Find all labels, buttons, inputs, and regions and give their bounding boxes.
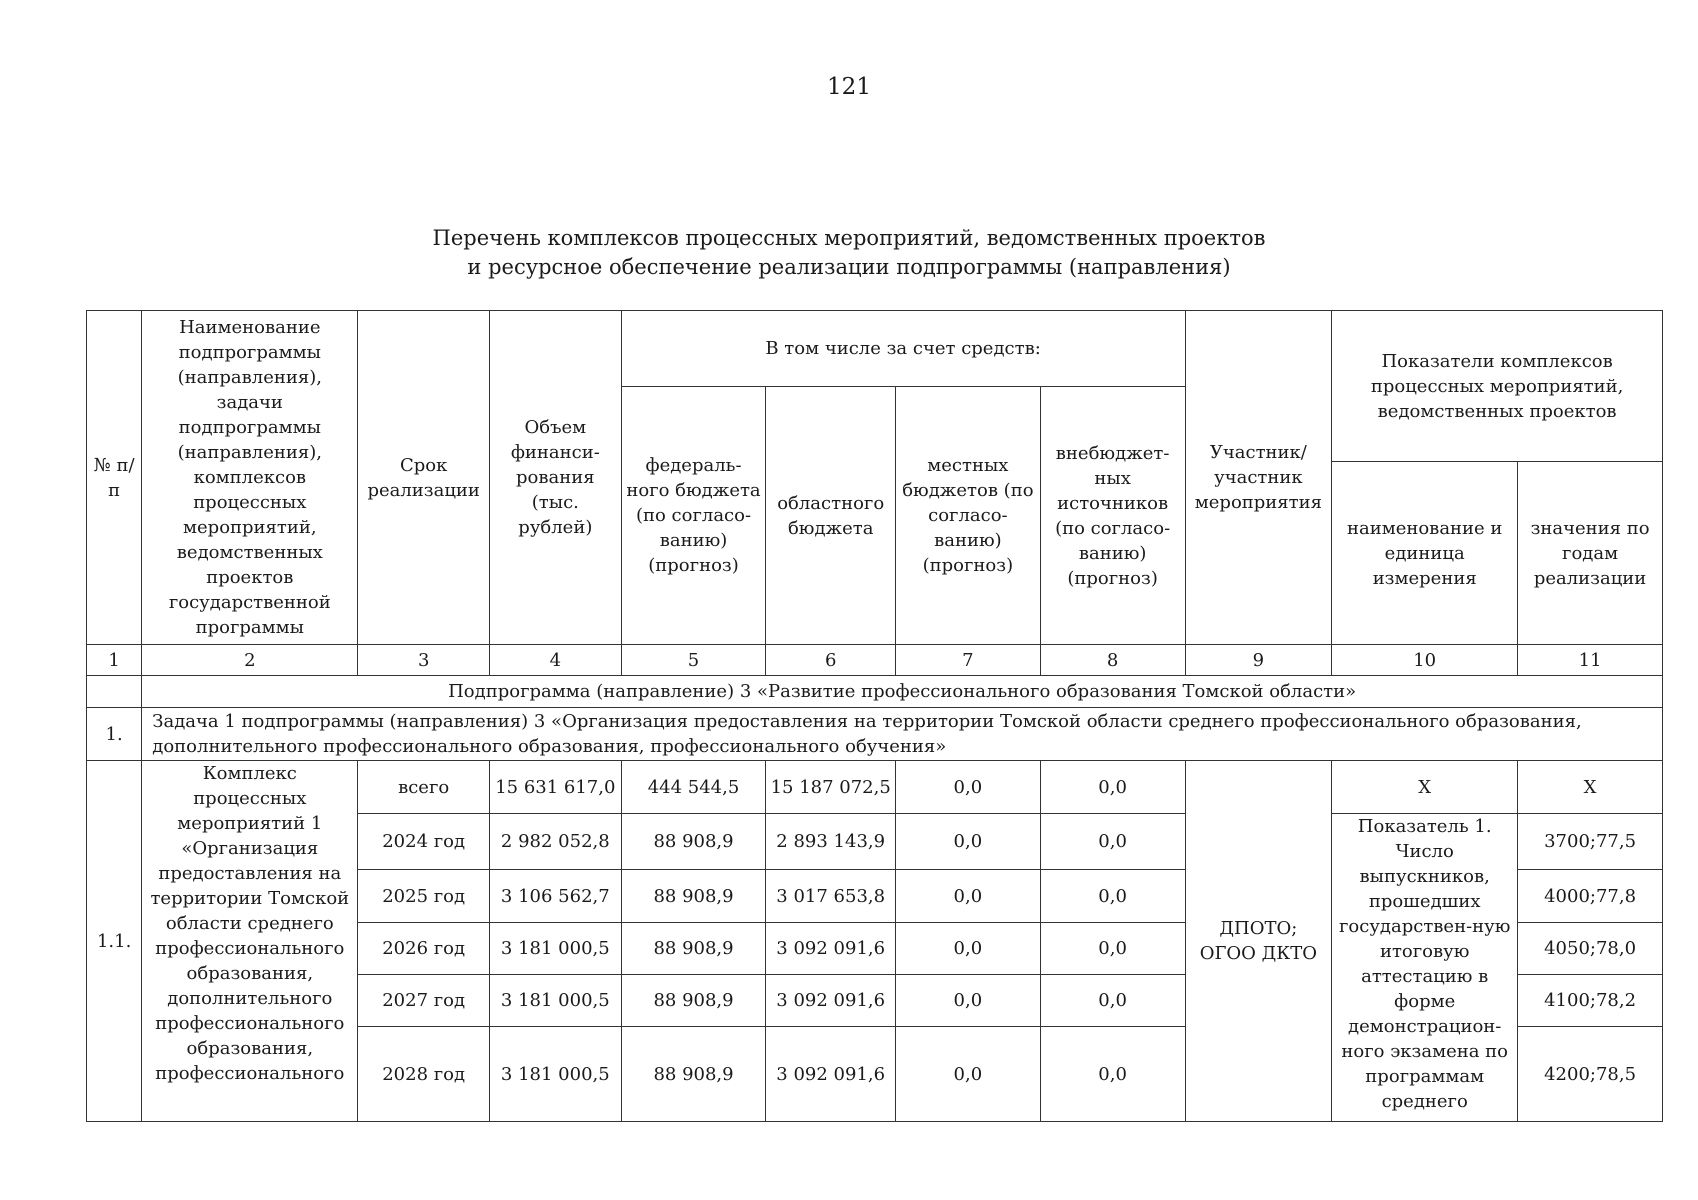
task-row: [87, 708, 1663, 761]
indicator-value-cell: Х: [1518, 761, 1663, 814]
term-cell: 2026 год: [358, 923, 490, 975]
regional-cell: 3 092 091,6: [766, 923, 896, 975]
task-text: Задача 1 подпрограммы (направления) 3 «Организация предоставления на территории Томской области среднего профессионального образования, дополнительного профессионального образования, профессионального обучения»: [142, 708, 1663, 761]
indicator-value-cell: 4200;78,5: [1518, 1027, 1663, 1122]
header-num: № п/п: [87, 311, 142, 645]
indicator-value-cell: 4100;78,2: [1518, 975, 1663, 1027]
volume-cell: 3 106 562,7: [490, 870, 622, 923]
header-volume: Объем финанси-рования (тыс. рублей): [490, 311, 622, 645]
header-ind-values: значения по годам реализации: [1518, 462, 1663, 645]
local-cell: 0,0: [896, 761, 1041, 814]
column-number: 6: [766, 645, 896, 676]
federal-cell: 444 544,5: [621, 761, 766, 814]
subprogram-num-cell: [87, 676, 142, 708]
regional-cell: 3 092 091,6: [766, 1027, 896, 1122]
federal-cell: 88 908,9: [621, 870, 766, 923]
federal-cell: 88 908,9: [621, 1027, 766, 1122]
term-cell: 2025 год: [358, 870, 490, 923]
volume-cell: 3 181 000,5: [490, 1027, 622, 1122]
federal-cell: 88 908,9: [621, 814, 766, 870]
header-regional: областного бюджета: [766, 387, 896, 645]
indicator-text: Показатель 1. Число выпускников, прошедших государствен-ную итоговую аттестацию в форме демонстрацион-ного экзамена по программам среднего: [1338, 816, 1511, 1112]
column-number: 7: [896, 645, 1041, 676]
local-cell: 0,0: [896, 923, 1041, 975]
volume-cell: 3 181 000,5: [490, 975, 622, 1027]
header-participant: Участник/ участник мероприятия: [1185, 311, 1332, 645]
header-name: Наименование подпрограммы (направления), задачи подпрограммы (направления), комплексов процессных мероприятий, ведомственных проектов государственной программы: [142, 311, 358, 645]
term-cell: 2027 год: [358, 975, 490, 1027]
header-term: Срок реализации: [358, 311, 490, 645]
regional-cell: 2 893 143,9: [766, 814, 896, 870]
header-local: местных бюджетов (по согласо-ванию) (прогноз): [896, 387, 1041, 645]
page-title: [0, 224, 1698, 282]
local-cell: 0,0: [896, 1027, 1041, 1122]
local-cell: 0,0: [896, 870, 1041, 923]
local-cell: 0,0: [896, 975, 1041, 1027]
header-ind-name: наименование и единица измерения: [1332, 462, 1518, 645]
subprogram-title: Подпрограмма (направление) 3 «Развитие профессионального образования Томской области»: [142, 676, 1663, 708]
extra-cell: 0,0: [1040, 814, 1185, 870]
federal-cell: 88 908,9: [621, 975, 766, 1027]
column-number: 4: [490, 645, 622, 676]
task-num: 1.: [87, 708, 142, 761]
subprogram-row: [87, 676, 1663, 708]
column-number: 2: [142, 645, 358, 676]
column-number: 3: [358, 645, 490, 676]
term-cell: всего: [358, 761, 490, 814]
extra-cell: 0,0: [1040, 870, 1185, 923]
complex-name-cell: [142, 761, 358, 1122]
indicator-name-cell: Х: [1332, 761, 1518, 814]
regional-cell: 15 187 072,5: [766, 761, 896, 814]
header-indicators-group: Показатели комплексов процессных мероприятий, ведомственных проектов: [1332, 311, 1663, 462]
extra-cell: 0,0: [1040, 923, 1185, 975]
header-sources-group: В том числе за счет средств:: [621, 311, 1185, 387]
regional-cell: 3 017 653,8: [766, 870, 896, 923]
indicator-text-cell: [1332, 814, 1518, 1122]
term-cell: 2028 год: [358, 1027, 490, 1122]
column-number: 8: [1040, 645, 1185, 676]
column-numbers-row: [87, 645, 1663, 676]
local-cell: 0,0: [896, 814, 1041, 870]
volume-cell: 3 181 000,5: [490, 923, 622, 975]
column-number: 1: [87, 645, 142, 676]
program-table: [86, 310, 1663, 1122]
participant-cell: ДПОТО; ОГОО ДКТО: [1185, 761, 1332, 1122]
header-extra: внебюджет-ных источников (по согласо-ванию) (прогноз): [1040, 387, 1185, 645]
complex-name: Комплекс процессных мероприятий 1 «Организация предоставления на территории Томской области среднего профессионального образования, дополнительного профессионального образования, профессионального: [150, 763, 350, 1084]
term-cell: 2024 год: [358, 814, 490, 870]
regional-cell: 3 092 091,6: [766, 975, 896, 1027]
complex-num: 1.1.: [87, 761, 142, 1122]
indicator-value-cell: 4050;78,0: [1518, 923, 1663, 975]
column-number: 5: [621, 645, 766, 676]
table-row: [87, 761, 1663, 814]
volume-cell: 2 982 052,8: [490, 814, 622, 870]
column-number: 10: [1332, 645, 1518, 676]
column-number: 9: [1185, 645, 1332, 676]
indicator-value-cell: 4000;77,8: [1518, 870, 1663, 923]
indicator-value-cell: 3700;77,5: [1518, 814, 1663, 870]
volume-cell: 15 631 617,0: [490, 761, 622, 814]
page-number: 121: [827, 74, 871, 100]
title-line-2: и ресурсное обеспечение реализации подпрограммы (направления): [467, 255, 1231, 279]
extra-cell: 0,0: [1040, 761, 1185, 814]
extra-cell: 0,0: [1040, 975, 1185, 1027]
extra-cell: 0,0: [1040, 1027, 1185, 1122]
column-number: 11: [1518, 645, 1663, 676]
header-federal: федераль-ного бюджета (по согласо-ванию) (прогноз): [621, 387, 766, 645]
federal-cell: 88 908,9: [621, 923, 766, 975]
title-line-1: Перечень комплексов процессных мероприятий, ведомственных проектов: [432, 226, 1266, 250]
